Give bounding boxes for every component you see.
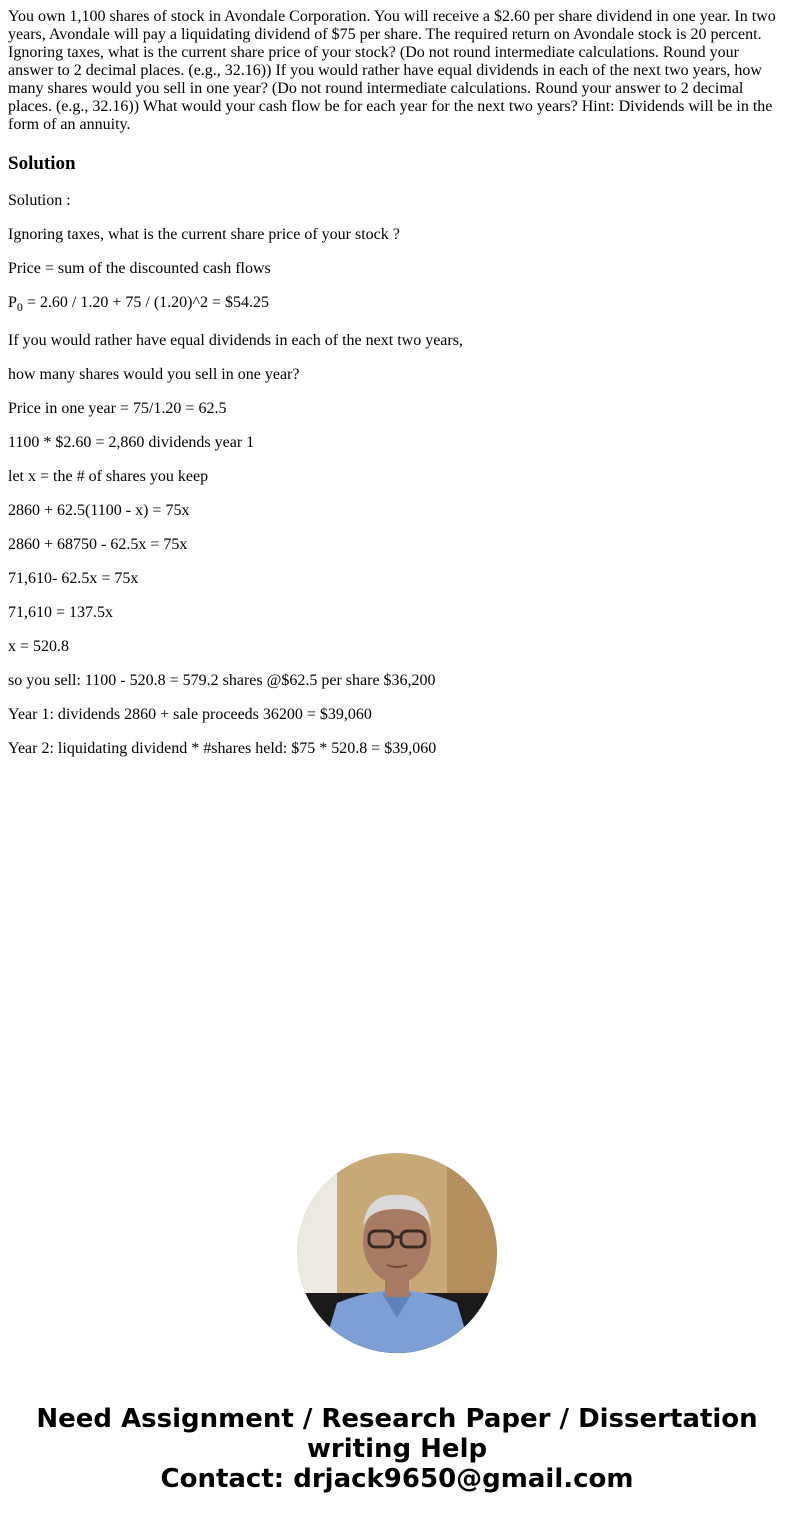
promo-contact: Contact: drjack9650@gmail.com: [160, 1464, 634, 1494]
promo-line-1: Need Assignment / Research Paper / Dissertation: [36, 1404, 758, 1434]
avatar-portrait: [297, 1153, 497, 1353]
step-price-formula: [8, 294, 786, 332]
price-formula-rest: = 2.60 / 1.20 + 75 / (1.20)^2 = $54.25: [22, 294, 270, 311]
step-equation-4: 71,610 = 137.5x: [8, 604, 114, 621]
price-symbol: P: [8, 294, 17, 311]
promo-banner: [0, 1404, 794, 1494]
solution-steps: [8, 192, 786, 774]
question-text: You own 1,100 shares of stock in Avondale Corporation. You will receive a $2.60 per share dividend in one year. In two years, Avondale will pay a liquidating dividend of $75 per share. The required return on Avondale stock is 20 percent. Ignoring taxes, what is the current share price of your stock? (Do not round intermediate calculations. Round your answer to 2 decimal places. (e.g., 32.16)) If you would rather have equal dividends in each of the next two years, how many shares would you sell in one year? (Do not round intermediate calculations. Round your answer to 2 decimal places. (e.g., 32.16)) What would your cash flow be for each year for the next two years? Hint: Dividends will be in the form of an annuity.: [8, 8, 776, 133]
step-dividends-year1: 1100 * $2.60 = 2,860 dividends year 1: [8, 434, 255, 451]
step-price-one-year: Price in one year = 75/1.20 = 62.5: [8, 400, 227, 417]
step-shares-question: how many shares would you sell in one year?: [8, 366, 300, 383]
step-shares-sold: so you sell: 1100 - 520.8 = 579.2 shares @$62.5 per share $36,200: [8, 672, 436, 689]
step-year2-cashflow: Year 2: liquidating dividend * #shares held: $75 * 520.8 = $39,060: [8, 740, 437, 757]
step-define-x: let x = the # of shares you keep: [8, 468, 209, 485]
promo-line-2: writing Help: [306, 1434, 488, 1464]
step-year1-cashflow: Year 1: dividends 2860 + sale proceeds 36200 = $39,060: [8, 706, 372, 723]
author-avatar: [297, 1153, 497, 1353]
step-price-definition: Price = sum of the discounted cash flows: [8, 260, 271, 277]
solution-label: Solution :: [8, 192, 71, 209]
step-equation-2: 2860 + 68750 - 62.5x = 75x: [8, 536, 188, 553]
solution-heading: Solution: [8, 153, 76, 174]
step-equation-1: 2860 + 62.5(1100 - x) = 75x: [8, 502, 190, 519]
step-equation-3: 71,610- 62.5x = 75x: [8, 570, 139, 587]
price-subscript: 0: [16, 300, 23, 315]
step-equal-dividends: If you would rather have equal dividends in each of the next two years,: [8, 332, 463, 349]
step-x-result: x = 520.8: [8, 638, 70, 655]
step-question-price: Ignoring taxes, what is the current share price of your stock ?: [8, 226, 400, 243]
